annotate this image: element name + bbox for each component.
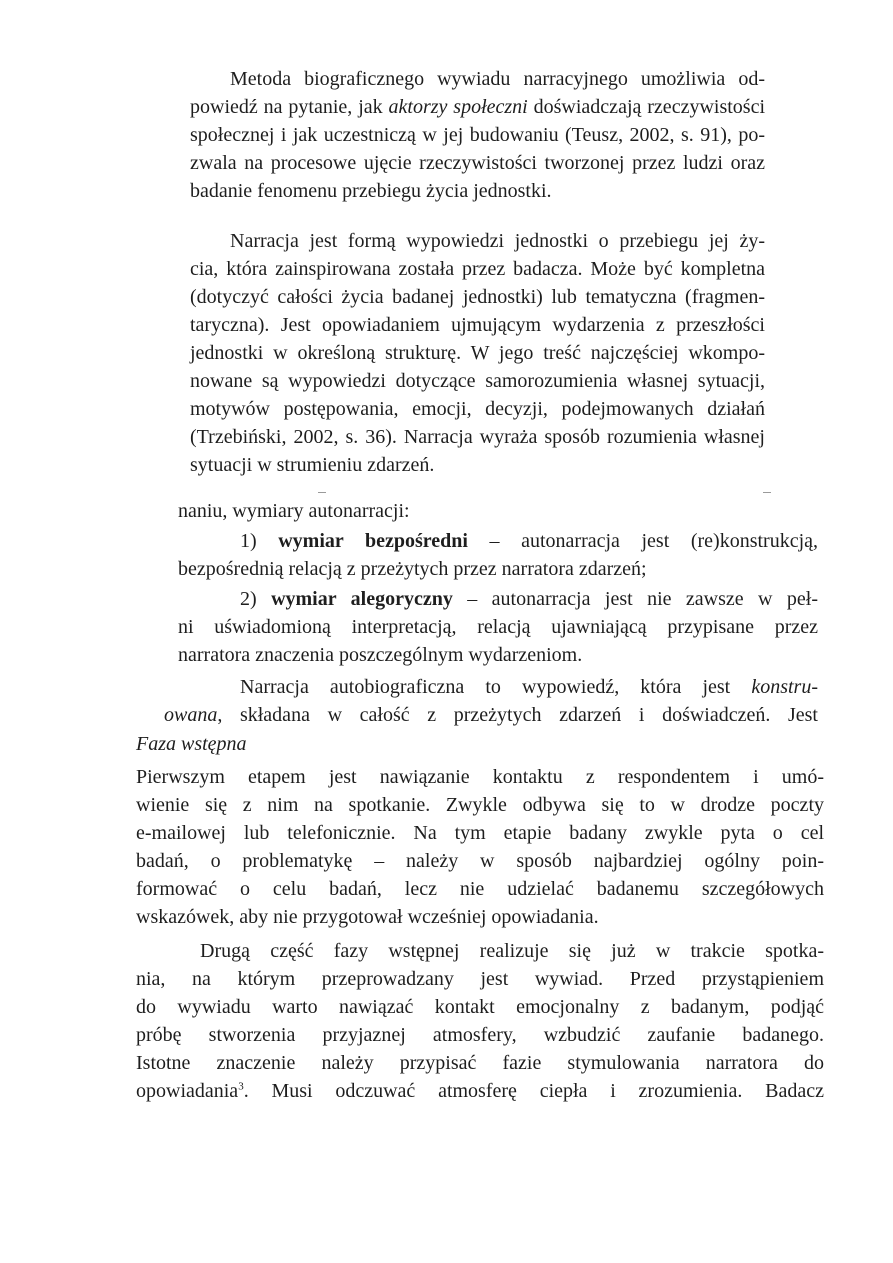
- text-span: doświadczają rzeczywistości: [527, 96, 765, 118]
- text-line: (Trzebiński, 2002, s. 36). Narracja wyraża sposób rozumienia własnej: [190, 426, 765, 448]
- text-line: próbę stworzenia przyjaznej atmosfery, wzbudzić zaufanie badanego.: [136, 1024, 824, 1046]
- text-line: taryczna). Jest opowiadaniem ujmującym wydarzenia z przeszłości: [190, 314, 765, 336]
- text-line: społecznej i jak uczestniczą w jej budowaniu (Teusz, 2002, s. 91), po-: [190, 124, 765, 146]
- section-heading: Faza wstępna: [136, 733, 247, 755]
- text-span: . Musi odczuwać atmosferę ciepła i zrozumienia. Badacz: [243, 1080, 824, 1102]
- scan-artifact-dash: [763, 492, 771, 493]
- text-line: naniu, wymiary autonarracji:: [178, 500, 410, 522]
- text-line: Narracja jest formą wypowiedzi jednostki o przebiegu jej ży-: [230, 230, 765, 252]
- footnote-marker[interactable]: 3: [238, 1080, 244, 1093]
- text-line: zwala na procesowe ujęcie rzeczywistości tworzonej przez ludzi oraz: [190, 152, 765, 174]
- scan-artifact-dash: [318, 492, 326, 493]
- text-line: badań, o problematykę – należy w sposób najbardziej ogólny poin-: [136, 850, 824, 872]
- text-line: cia, która zainspirowana została przez badacza. Może być kompletna: [190, 258, 765, 280]
- text-line: Pierwszym etapem jest nawiązanie kontaktu z respondentem i umó-: [136, 766, 824, 788]
- text-line: do wywiadu warto nawiązać kontakt emocjonalny z badanym, podjąć: [136, 996, 824, 1018]
- text-line: Istotne znaczenie należy przypisać fazie stymulowania narratora do: [136, 1052, 824, 1074]
- bold-term: wymiar alegoryczny: [271, 588, 453, 610]
- text-line: Metoda biograficznego wywiadu narracyjnego umożliwia od-: [230, 68, 765, 90]
- text-line: jednostki w określoną strukturę. W jego treść najczęściej wkompo-: [190, 342, 765, 364]
- text-span: opowiadania: [136, 1080, 239, 1102]
- text-line: nia, na którym przeprowadzany jest wywiad. Przed przystąpieniem: [136, 968, 824, 990]
- list-number: 2): [240, 588, 272, 610]
- text-line: (dotyczyć całości życia badanej jednostki) lub tematyczna (fragmen-: [190, 286, 765, 308]
- text-line: [190, 94, 765, 121]
- list-item-direct-dimension: [240, 528, 818, 555]
- italic-term: konstru-: [751, 676, 818, 698]
- text-line: formować o celu badań, lecz nie udzielać badanemu szczegółowych: [136, 878, 824, 900]
- text-span: powiedź na pytanie, jak: [190, 96, 389, 118]
- text-line: e-mailowej lub telefonicznie. Na tym etapie badany zwykle pyta o cel: [136, 822, 824, 844]
- text-line: ni uświadomioną interpretacją, relacją ujawniającą przypisane przez: [178, 616, 818, 638]
- text-span: Narracja autobiograficzna to wypowiedź, która jest: [240, 676, 752, 698]
- text-span: , składana w całość z przeżytych zdarzeń i doświadczeń. Jest: [217, 704, 818, 726]
- text-line: badanie fenomenu przebiegu życia jednostki.: [190, 180, 552, 202]
- text-span: – autonarracja jest nie zawsze w peł-: [452, 588, 818, 610]
- text-span: – autonarracja jest (re)konstrukcją,: [467, 530, 818, 552]
- list-number: 1): [240, 530, 279, 552]
- text-line: Drugą część fazy wstępnej realizuje się już w trakcie spotka-: [200, 940, 824, 962]
- text-line: nowane są wypowiedzi dotyczące samorozumienia własnej sytuacji,: [190, 370, 765, 392]
- text-line: [164, 702, 818, 729]
- text-line: wienie się z nim na spotkanie. Zwykle odbywa się to w drodze poczty: [136, 794, 824, 816]
- text-line: wskazówek, aby nie przygotował wcześniej opowiadania.: [136, 906, 599, 928]
- text-line: [240, 674, 818, 701]
- text-line: motywów postępowania, emocji, decyzji, podejmowanych działań: [190, 398, 765, 420]
- text-line: bezpośrednią relacją z przeżytych przez narratora zdarzeń;: [178, 558, 647, 580]
- italic-term: aktorzy społeczni: [388, 96, 528, 118]
- italic-term: owana: [164, 704, 218, 726]
- text-line: narratora znaczenia poszczególnym wydarzeniom.: [178, 644, 583, 666]
- bold-term: wymiar bezpośredni: [278, 530, 468, 552]
- text-line: [136, 1078, 824, 1105]
- text-line: sytuacji w strumieniu zdarzeń.: [190, 454, 435, 476]
- list-item-allegorical-dimension: [240, 586, 818, 613]
